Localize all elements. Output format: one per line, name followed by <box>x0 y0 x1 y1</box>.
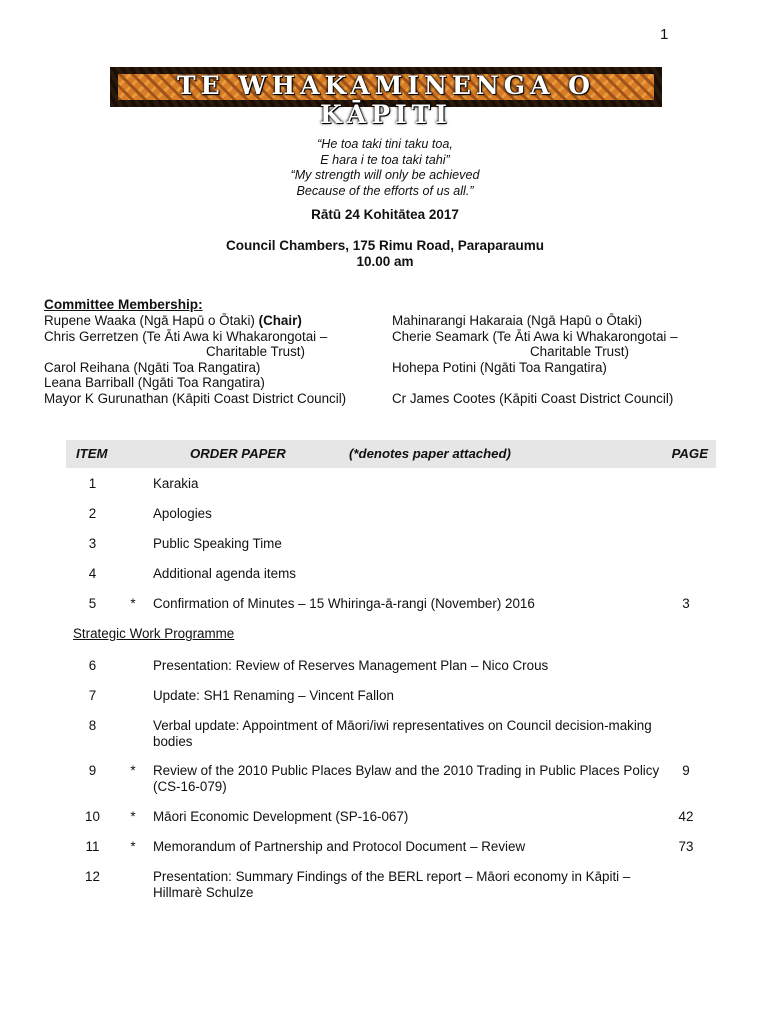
item-page: 42 <box>678 809 694 824</box>
item-description: Apologies <box>153 506 212 521</box>
item-number: 7 <box>88 688 97 703</box>
item-description: Presentation: Summary Findings of the BERL report – Māori economy in Kāpiti – Hillmarè Schulze <box>153 869 631 900</box>
member-entry: Hohepa Potini (Ngāti Toa Rangatira) <box>392 359 607 375</box>
header-item: ITEM <box>76 446 108 461</box>
order-paper-header <box>66 440 716 468</box>
item-description: Additional agenda items <box>153 566 296 581</box>
attachment-marker: * <box>130 596 136 611</box>
item-number: 4 <box>88 566 97 581</box>
quote-line: Because of the efforts of us all.” <box>296 183 474 198</box>
meeting-date: Rātū 24 Kohitātea 2017 <box>311 207 459 222</box>
member-entry: Leana Barriball (Ngāti Toa Rangatira) <box>44 375 265 390</box>
member-entry: Cr James Cootes (Kāpiti Coast District Council) <box>392 390 674 406</box>
member-entry-cont: Charitable Trust) <box>206 344 305 359</box>
item-number: 11 <box>85 839 100 854</box>
item-number: 10 <box>85 809 100 824</box>
meeting-venue: Council Chambers, 175 Rimu Road, Paraparaumu <box>225 238 545 253</box>
item-number: 2 <box>88 506 97 521</box>
membership-title-text: Committee Membership <box>44 297 199 312</box>
item-description: Presentation: Review of Reserves Management Plan – Nico Crous <box>153 658 549 673</box>
membership-left-column <box>44 313 394 406</box>
quote-line: E hara i te toa taki tahi” <box>320 152 450 167</box>
member-role: (Chair) <box>258 313 302 328</box>
item-number: 9 <box>88 763 97 778</box>
item-description: Update: SH1 Renaming – Vincent Fallon <box>153 688 394 703</box>
header-page: PAGE <box>671 446 708 461</box>
item-number: 5 <box>88 596 97 611</box>
membership-right-column <box>392 313 732 406</box>
member-entry-cont: Charitable Trust) <box>530 344 629 359</box>
quote-line: “My strength will only be achieved <box>290 168 480 182</box>
header-order-paper: ORDER PAPER <box>190 446 286 461</box>
meeting-time: 10.00 am <box>356 254 414 269</box>
member-entry: Chris Gerretzen (Te Āti Awa ki Whakarongotai – <box>44 328 328 344</box>
item-number: 6 <box>88 658 97 673</box>
item-number: 12 <box>85 869 100 884</box>
attachment-marker: * <box>130 809 136 824</box>
member-name: Rupene Waaka (Ngā Hapū o Ōtaki) <box>44 313 255 328</box>
item-number: 1 <box>88 476 97 491</box>
item-description: Review of the 2010 Public Places Bylaw and the 2010 Trading in Public Places Policy (CS-16-079) <box>153 763 660 794</box>
item-description: Public Speaking Time <box>153 536 282 551</box>
page-number: 1 <box>660 26 669 43</box>
item-page: 73 <box>678 839 694 854</box>
item-page: 9 <box>682 763 690 778</box>
section-heading: Strategic Work Programme <box>73 626 235 641</box>
item-description: Karakia <box>153 476 199 491</box>
item-description: Confirmation of Minutes – 15 Whiringa-ā-rangi (November) 2016 <box>153 596 535 611</box>
item-description: Memorandum of Partnership and Protocol Document – Review <box>153 839 526 854</box>
header-note: (*denotes paper attached) <box>349 446 511 461</box>
member-entry: Mayor K Gurunathan (Kāpiti Coast District Council) <box>44 390 347 406</box>
item-page: 3 <box>682 596 690 611</box>
quote-line: “He toa taki tini taku toa, <box>317 137 453 151</box>
member-entry <box>44 313 394 329</box>
banner-title: TE WHAKAMINENGA O KĀPITI <box>177 71 595 129</box>
member-entry: Mahinarangi Hakaraia (Ngā Hapū o Ōtaki) <box>392 313 643 328</box>
attachment-marker: * <box>130 763 136 778</box>
header-banner <box>110 67 662 129</box>
whakatauki-quote <box>0 137 770 199</box>
item-number: 8 <box>88 718 97 733</box>
item-number: 3 <box>88 536 97 551</box>
member-entry: Carol Reihana (Ngāti Toa Rangatira) <box>44 359 261 375</box>
member-entry: Cherie Seamark (Te Āti Awa ki Whakarongotai – <box>392 328 678 344</box>
membership-title: Committee Membership: <box>44 297 203 312</box>
attachment-marker: * <box>130 839 136 854</box>
item-description: Verbal update: Appointment of Māori/iwi representatives on Council decision-making bodies <box>153 718 652 749</box>
item-description: Māori Economic Development (SP-16-067) <box>153 809 409 824</box>
